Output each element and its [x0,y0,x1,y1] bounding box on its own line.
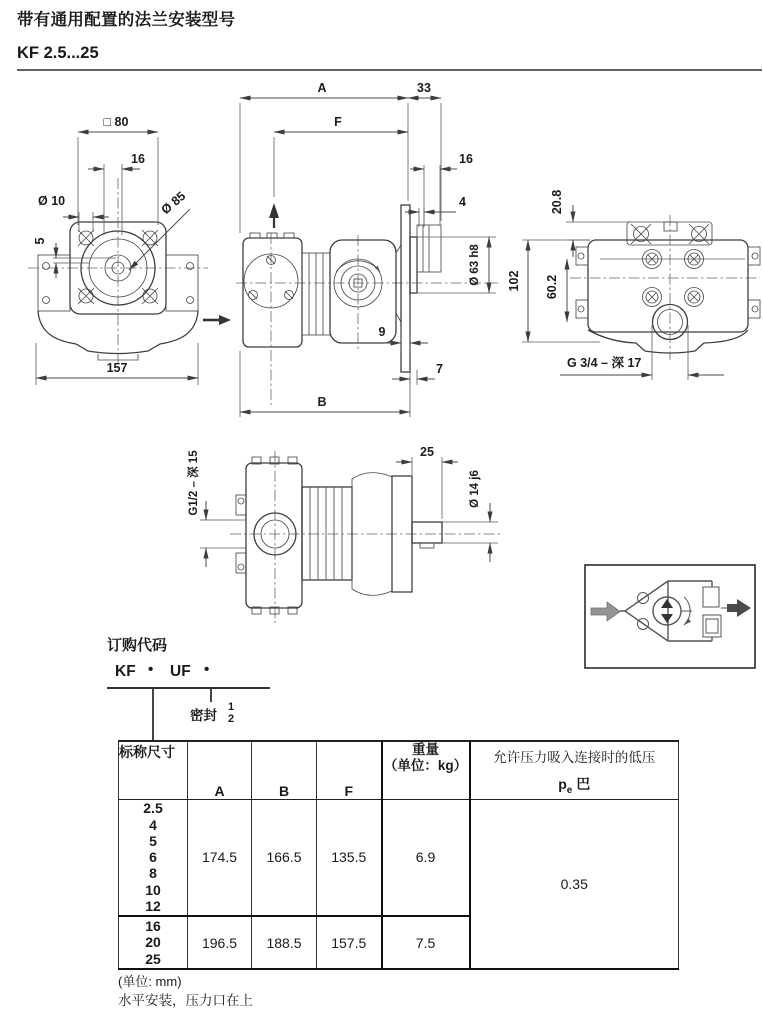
col-header-b: B [252,741,317,799]
size-value: 10 [145,881,161,898]
dim-rear-102: 102 [507,270,521,292]
spec-table [118,740,679,970]
top-view-drawing [186,445,500,623]
col-header-pressure-line1: 允许压力吸入连接时的低压 [493,750,656,765]
dim-front-pilot-dia: Ø 85 [158,188,189,218]
dim-rear-20-8: 20.8 [550,189,564,215]
spec-table-header-row [119,741,679,799]
pressure-symbol: p [558,775,567,792]
col-header-nominal-size: 标称尺寸 [119,741,188,799]
pressure-subscript: e [566,784,573,796]
rear-view-drawing [507,190,760,380]
col-header-weight-line1: 重量 [412,742,439,757]
value-f-1: 135.5 [317,799,382,916]
size-value: 20 [145,934,161,951]
value-weight-1: 6.9 [382,799,470,916]
sizes-cell-2 [119,916,188,969]
dim-front-hole-dia: Ø 10 [38,194,66,208]
value-weight-2: 7.5 [382,916,470,969]
ordering-dot-2: • [204,661,210,678]
dim-side-A: A [317,81,327,95]
value-a-1: 174.5 [188,799,252,916]
hydraulic-schematic [585,565,755,668]
ordering-variant: UF [170,663,191,680]
dim-side-spigot-dia: Ø 63 h8 [469,244,481,286]
page-title: 带有通用配置的法兰安装型号 [17,11,236,29]
technical-drawings [0,75,763,690]
size-value: 16 [145,918,161,935]
dim-front-square: □ 80 [103,115,129,129]
table-row-group-1 [119,799,679,916]
col-header-weight-line2: （单位：kg） [383,758,468,773]
model-title: KF 2.5...25 [17,44,99,62]
dim-front-hole-offset: 16 [131,152,145,166]
size-value: 4 [149,816,157,833]
ordering-code-underline [107,687,270,689]
size-value: 25 [145,950,161,967]
value-a-2: 196.5 [188,916,252,969]
mounting-note: 水平安装，压力口在上 [118,993,253,1008]
seal-label: 密封 [190,708,217,723]
side-view-drawing [203,81,498,417]
seal-options [228,701,234,725]
value-pressure: 0.35 [470,799,679,969]
dim-side-F: F [334,115,342,129]
dim-side-4: 4 [459,195,466,209]
dim-rear-port: G 3/4 – 深 17 [567,356,642,370]
ordering-code-heading: 订购代码 [107,637,168,654]
dim-top-shaft-dia: Ø 14 j6 [469,470,481,508]
dim-top-25: 25 [420,445,434,459]
dim-side-B: B [317,395,327,409]
dim-side-7: 7 [436,362,443,376]
dim-side-9: 9 [378,325,386,339]
col-header-f: F [317,741,382,799]
size-value: 12 [145,897,161,914]
ordering-dot-1: • [148,661,154,678]
value-b-2: 188.5 [252,916,317,969]
ordering-connector-seal [210,689,212,702]
ordering-family: KF [115,663,136,680]
dim-front-width157: 157 [106,361,128,375]
size-value: 5 [149,832,157,849]
dim-rear-60-2: 60.2 [545,274,559,300]
col-header-weight [382,741,470,799]
dim-top-port: G1/2 – 深 15 [188,450,200,516]
front-view-drawing [28,115,208,385]
dim-side-33: 33 [417,81,431,95]
col-header-a: A [188,741,252,799]
value-f-2: 157.5 [317,916,382,969]
col-header-pressure-line2 [471,774,679,796]
dim-front-offset5: 5 [33,237,47,245]
seal-option-2: 2 [228,713,235,725]
ordering-connector-nominal [152,689,154,740]
title-divider [17,69,762,71]
value-b-1: 166.5 [252,799,317,916]
size-value: 8 [149,865,157,882]
sizes-cell-1 [119,799,188,916]
pressure-unit: 巴 [576,775,591,792]
dim-side-16: 16 [459,152,473,166]
size-value: 2.5 [143,800,163,817]
col-header-pressure [470,741,679,799]
seal-option-1: 1 [228,701,235,713]
unit-note: (单位: mm) [118,974,182,989]
size-value: 6 [149,849,157,866]
